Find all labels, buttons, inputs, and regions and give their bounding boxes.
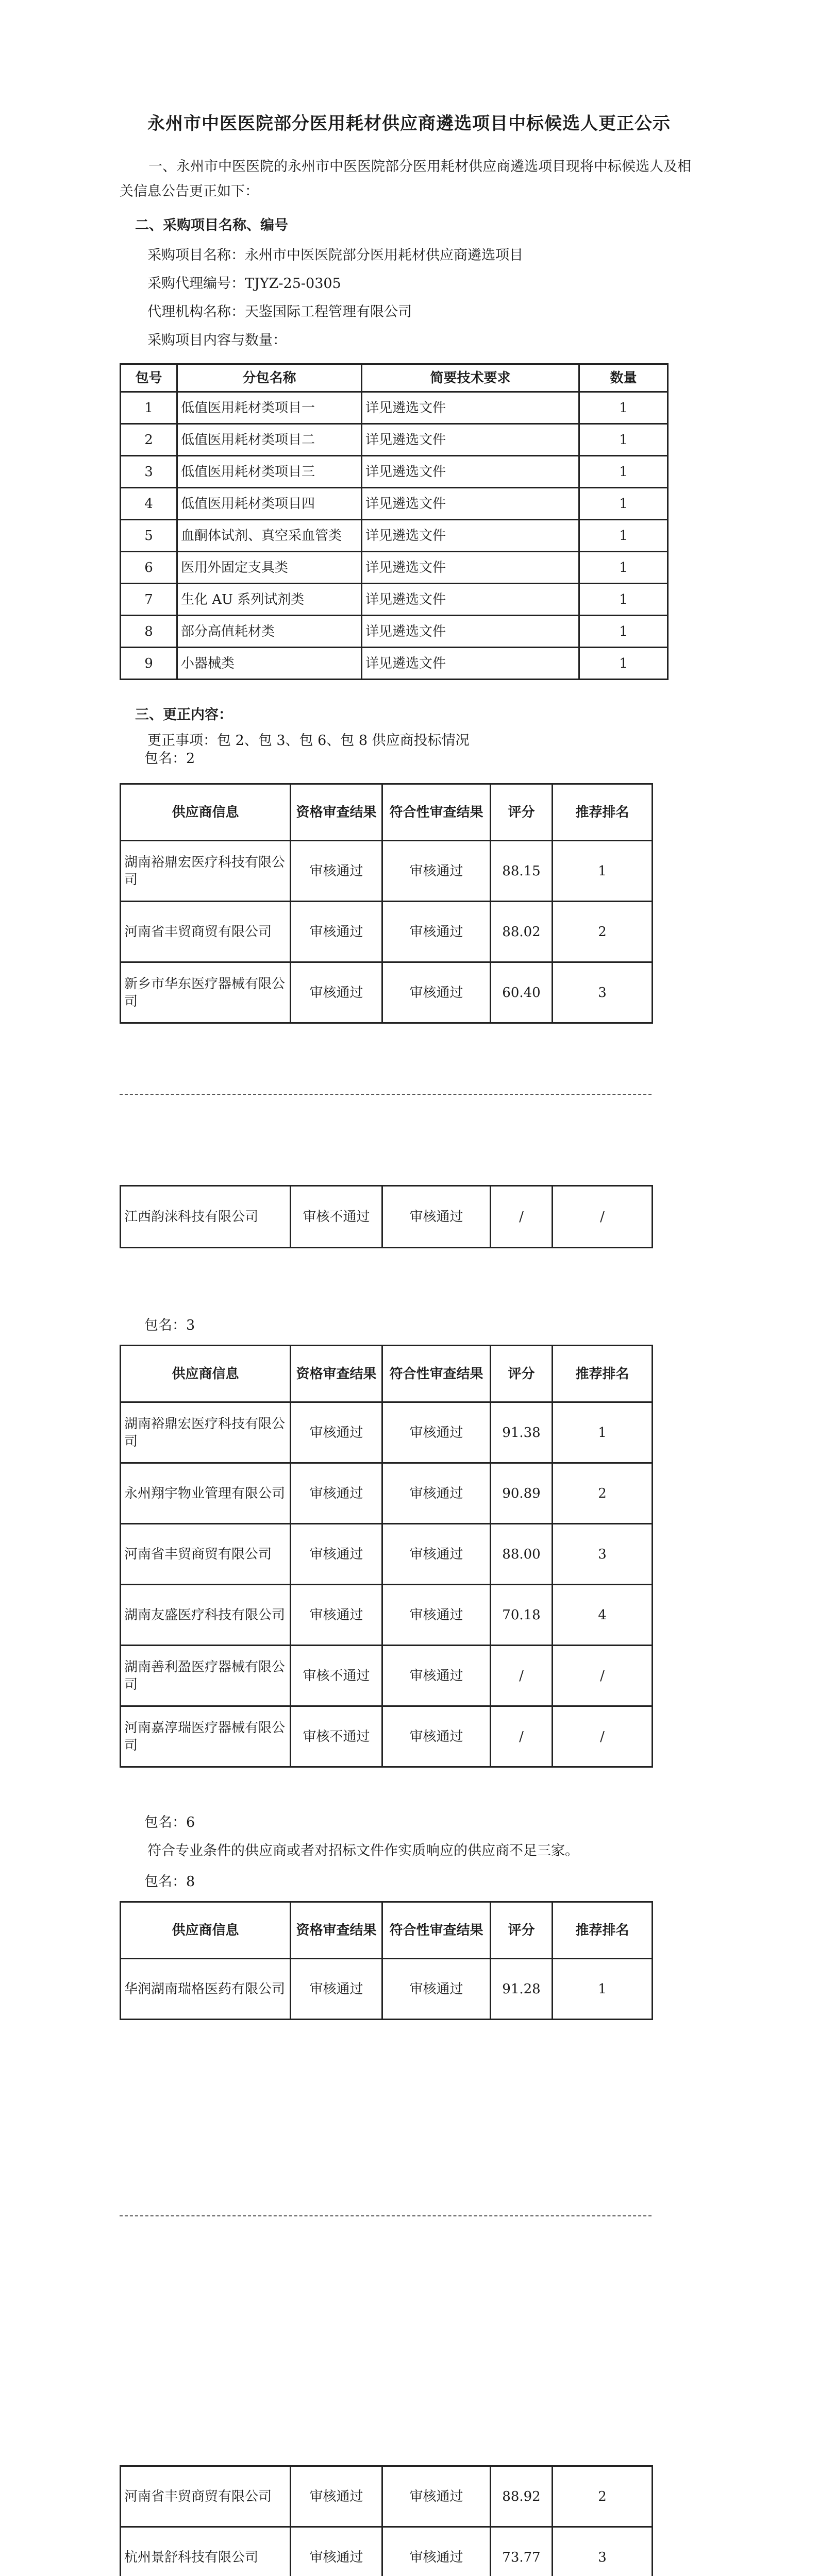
table-cell: 审核通过 xyxy=(291,1524,382,1585)
table-cell: / xyxy=(491,1646,553,1706)
package2-label: 包名：2 xyxy=(144,751,195,767)
table-cell: 详见遴选文件 xyxy=(362,552,579,584)
table-cell: 审核通过 xyxy=(382,1959,491,2020)
package-row xyxy=(121,456,668,488)
table-cell: 湖南善利盈医疗器械有限公司 xyxy=(121,1646,291,1706)
table-cell: 低值医用耗材类项目三 xyxy=(177,456,362,488)
table-cell: 2 xyxy=(553,2466,653,2527)
table-cell: 1 xyxy=(579,520,668,552)
table-cell: 审核通过 xyxy=(291,2466,382,2527)
table-cell: 永州翔宇物业管理有限公司 xyxy=(121,1463,291,1524)
project-content-line: 采购项目内容与数量： xyxy=(147,332,287,348)
package3-table xyxy=(120,1345,653,1768)
table-cell: 审核通过 xyxy=(291,902,382,962)
table-cell: 88.92 xyxy=(491,2466,553,2527)
col-header: 符合性审查结果 xyxy=(382,784,491,841)
table-row xyxy=(121,962,653,1023)
table-cell: 3 xyxy=(553,1524,653,1585)
table-cell: 低值医用耗材类项目二 xyxy=(177,424,362,456)
table-cell: 90.89 xyxy=(491,1463,553,1524)
col-header: 资格审查结果 xyxy=(291,1346,382,1402)
table-row xyxy=(121,1959,653,2020)
table-row xyxy=(121,902,653,962)
table-cell: 4 xyxy=(553,1585,653,1646)
package-row xyxy=(121,584,668,616)
table-cell: 2 xyxy=(553,1463,653,1524)
table-cell: 审核通过 xyxy=(382,962,491,1023)
table-cell: 审核通过 xyxy=(291,1402,382,1463)
package-row xyxy=(121,616,668,648)
col-header: 供应商信息 xyxy=(121,1902,291,1959)
col-header: 符合性审查结果 xyxy=(382,1346,491,1402)
table-cell: 审核通过 xyxy=(382,902,491,962)
agency-name-line: 代理机构名称：天鉴国际工程管理有限公司 xyxy=(147,304,412,320)
package2-table xyxy=(120,783,653,1024)
table-cell: 1 xyxy=(579,616,668,648)
package-row xyxy=(121,552,668,584)
table-cell: 审核通过 xyxy=(382,1646,491,1706)
col-header: 符合性审查结果 xyxy=(382,1902,491,1959)
table-cell: 2 xyxy=(121,424,177,456)
table-cell: 1 xyxy=(553,1959,653,2020)
table-cell: / xyxy=(491,1706,553,1767)
table-cell: 88.02 xyxy=(491,902,553,962)
table-cell: 审核通过 xyxy=(291,2527,382,2576)
table-row xyxy=(121,2527,653,2576)
col-header: 供应商信息 xyxy=(121,784,291,841)
package8-continued-table xyxy=(120,2465,653,2576)
table-cell: 低值医用耗材类项目四 xyxy=(177,488,362,520)
table-cell: 审核通过 xyxy=(382,1524,491,1585)
table-cell: / xyxy=(491,1186,553,1248)
table-cell: 审核通过 xyxy=(291,1463,382,1524)
table-row xyxy=(121,841,653,902)
project-name-line: 采购项目名称：永州市中医医院部分医用耗材供应商遴选项目 xyxy=(147,247,523,263)
col-header: 推荐排名 xyxy=(553,784,653,841)
table-cell: 河南嘉淳瑞医疗器械有限公司 xyxy=(121,1706,291,1767)
table-cell: 审核通过 xyxy=(291,962,382,1023)
package-row xyxy=(121,648,668,680)
package2-continued-table xyxy=(120,1185,653,1248)
col-header: 资格审查结果 xyxy=(291,1902,382,1959)
section2-heading: 二、采购项目名称、编号 xyxy=(135,217,288,233)
table-cell: 6 xyxy=(121,552,177,584)
table-cell: 详见遴选文件 xyxy=(362,424,579,456)
table-cell: 73.77 xyxy=(491,2527,553,2576)
package6-note: 符合专业条件的供应商或者对招标文件作实质响应的供应商不足三家。 xyxy=(147,1843,579,1859)
package-row xyxy=(121,424,668,456)
table-cell: 华润湖南瑞格医药有限公司 xyxy=(121,1959,291,2020)
package8-table xyxy=(120,1901,653,2020)
table-cell: 1 xyxy=(579,488,668,520)
package-row xyxy=(121,520,668,552)
table-cell: 4 xyxy=(121,488,177,520)
col-header: 推荐排名 xyxy=(553,1346,653,1402)
section3-heading: 三、更正内容： xyxy=(135,707,232,723)
table-cell: 详见遴选文件 xyxy=(362,520,579,552)
table-cell: 3 xyxy=(553,962,653,1023)
change-items-line: 更正事项：包 2、包 3、包 6、包 8 供应商投标情况 xyxy=(147,733,470,749)
table-row xyxy=(121,1186,653,1248)
col-header: 评分 xyxy=(491,1346,553,1402)
table-cell: 1 xyxy=(579,584,668,616)
table-cell: 河南省丰贸商贸有限公司 xyxy=(121,902,291,962)
table-cell: 审核通过 xyxy=(382,1186,491,1248)
package-row xyxy=(121,392,668,424)
table-cell: 91.28 xyxy=(491,1959,553,2020)
table-cell: 详见遴选文件 xyxy=(362,456,579,488)
table-cell: 审核通过 xyxy=(291,841,382,902)
table-cell: 1 xyxy=(579,456,668,488)
col-header: 评分 xyxy=(491,784,553,841)
page-title: 永州市中医医院部分医用耗材供应商遴选项目中标候选人更正公示 xyxy=(147,113,671,134)
table-cell: 审核通过 xyxy=(382,1706,491,1767)
table-cell: 1 xyxy=(579,392,668,424)
col-header: 推荐排名 xyxy=(553,1902,653,1959)
table-row xyxy=(121,1463,653,1524)
col-header: 供应商信息 xyxy=(121,1346,291,1402)
table-cell: 1 xyxy=(553,841,653,902)
table-row xyxy=(121,1585,653,1646)
page-break xyxy=(120,2215,652,2216)
table-cell: 低值医用耗材类项目一 xyxy=(177,392,362,424)
table-cell: 88.15 xyxy=(491,841,553,902)
table-cell: / xyxy=(553,1186,653,1248)
col-header: 资格审查结果 xyxy=(291,784,382,841)
table-cell: 详见遴选文件 xyxy=(362,616,579,648)
table-cell: 血酮体试剂、真空采血管类 xyxy=(177,520,362,552)
table-cell: 1 xyxy=(579,552,668,584)
col-header: 简要技术要求 xyxy=(362,364,579,392)
table-row xyxy=(121,2466,653,2527)
table-cell: 审核通过 xyxy=(291,1959,382,2020)
table-row xyxy=(121,1402,653,1463)
package-row xyxy=(121,488,668,520)
table-cell: 审核通过 xyxy=(382,841,491,902)
table-cell: 88.00 xyxy=(491,1524,553,1585)
table-cell: 1 xyxy=(579,648,668,680)
table-cell: 审核不通过 xyxy=(291,1646,382,1706)
table-row xyxy=(121,1706,653,1767)
table-cell: 审核通过 xyxy=(382,1463,491,1524)
table-cell: 60.40 xyxy=(491,962,553,1023)
table-cell: 审核通过 xyxy=(291,1585,382,1646)
project-code-line: 采购代理编号：TJYZ-25-0305 xyxy=(147,276,341,292)
table-cell: 审核通过 xyxy=(382,2527,491,2576)
table-cell: 审核不通过 xyxy=(291,1186,382,1248)
table-cell: 1 xyxy=(121,392,177,424)
table-cell: 江西韵涞科技有限公司 xyxy=(121,1186,291,1248)
table-cell: 详见遴选文件 xyxy=(362,392,579,424)
table-cell: 3 xyxy=(121,456,177,488)
table-cell: 91.38 xyxy=(491,1402,553,1463)
table-cell: 2 xyxy=(553,902,653,962)
table-cell: 医用外固定支具类 xyxy=(177,552,362,584)
table-cell: 3 xyxy=(553,2527,653,2576)
col-header: 分包名称 xyxy=(177,364,362,392)
package3-label: 包名：3 xyxy=(144,1317,195,1333)
table-cell: 5 xyxy=(121,520,177,552)
table-cell: 小器械类 xyxy=(177,648,362,680)
table-cell: 7 xyxy=(121,584,177,616)
table-cell: 1 xyxy=(553,1402,653,1463)
table-cell: 1 xyxy=(579,424,668,456)
table-cell: / xyxy=(553,1706,653,1767)
table-cell: 审核不通过 xyxy=(291,1706,382,1767)
table-cell: 生化 AU 系列试剂类 xyxy=(177,584,362,616)
table-cell: 新乡市华东医疗器械有限公司 xyxy=(121,962,291,1023)
table-row xyxy=(121,1646,653,1706)
table-cell: / xyxy=(553,1646,653,1706)
table-cell: 详见遴选文件 xyxy=(362,584,579,616)
table-cell: 审核通过 xyxy=(382,1402,491,1463)
col-header: 数量 xyxy=(579,364,668,392)
table-cell: 详见遴选文件 xyxy=(362,488,579,520)
package8-label: 包名：8 xyxy=(144,1874,195,1890)
table-cell: 审核通过 xyxy=(382,2466,491,2527)
page-break xyxy=(120,1094,652,1095)
table-cell: 9 xyxy=(121,648,177,680)
table-cell: 湖南友盛医疗科技有限公司 xyxy=(121,1585,291,1646)
table-cell: 河南省丰贸商贸有限公司 xyxy=(121,1524,291,1585)
package6-label: 包名：6 xyxy=(144,1815,195,1831)
table-cell: 70.18 xyxy=(491,1585,553,1646)
col-header: 包号 xyxy=(121,364,177,392)
packages-table xyxy=(120,363,669,680)
table-cell: 湖南裕鼎宏医疗科技有限公司 xyxy=(121,841,291,902)
table-cell: 详见遴选文件 xyxy=(362,648,579,680)
table-cell: 部分高值耗材类 xyxy=(177,616,362,648)
table-cell: 杭州景舒科技有限公司 xyxy=(121,2527,291,2576)
col-header: 评分 xyxy=(491,1902,553,1959)
table-cell: 审核通过 xyxy=(382,1585,491,1646)
table-cell: 湖南裕鼎宏医疗科技有限公司 xyxy=(121,1402,291,1463)
table-row xyxy=(121,1524,653,1585)
table-cell: 8 xyxy=(121,616,177,648)
table-cell: 河南省丰贸商贸有限公司 xyxy=(121,2466,291,2527)
intro-paragraph: 一、永州市中医医院的永州市中医医院部分医用耗材供应商遴选项目现将中标候选人及相关信息公告更正如下： xyxy=(120,159,691,199)
